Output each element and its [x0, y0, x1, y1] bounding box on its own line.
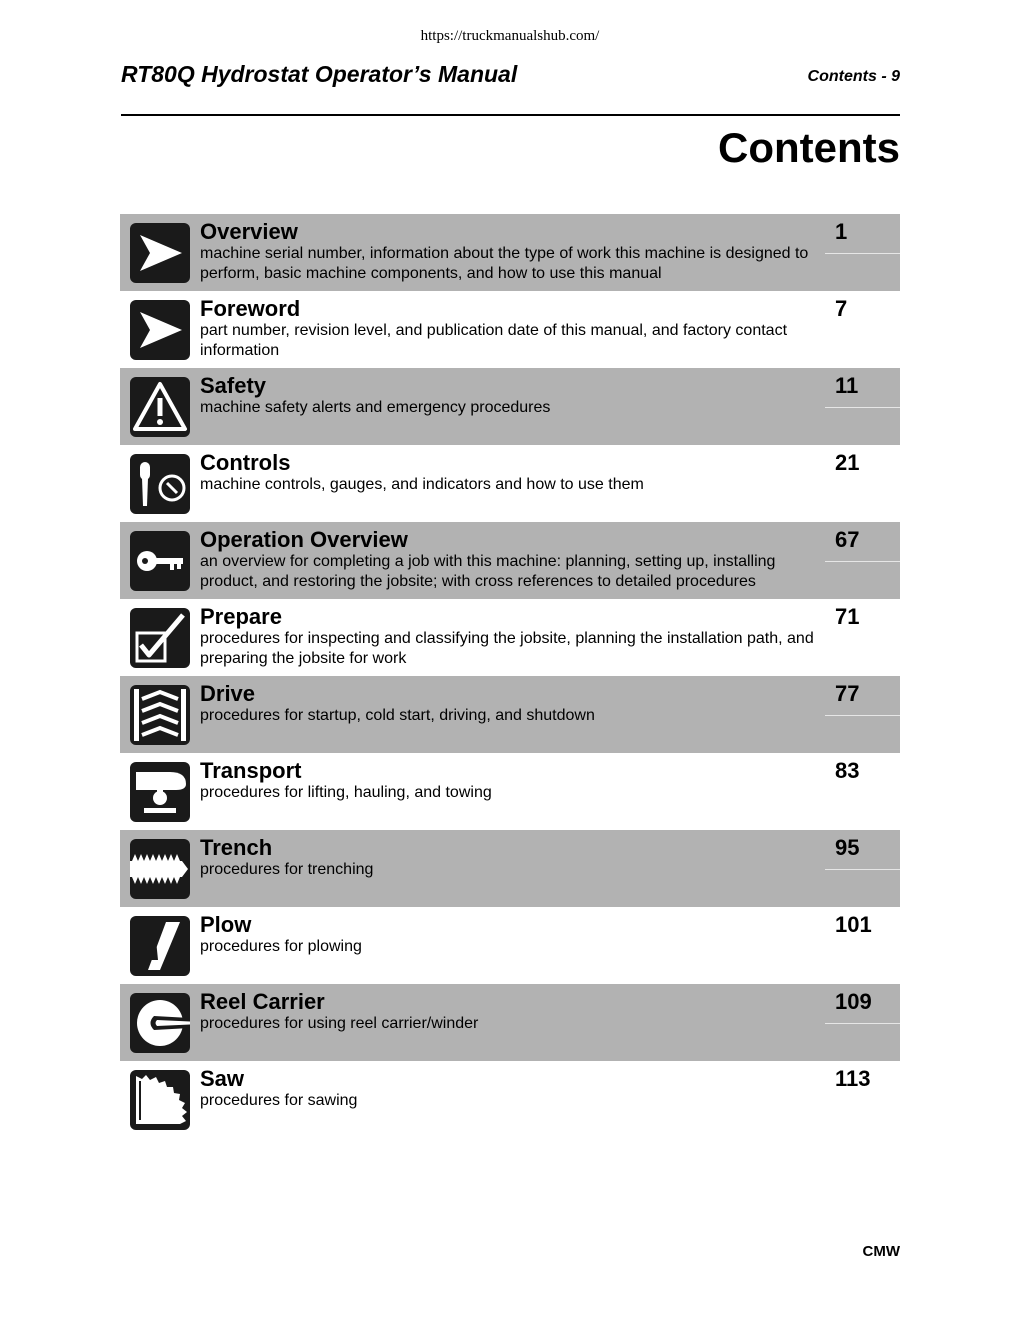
toc-row-plow[interactable] — [120, 907, 900, 984]
play-arrow-icon — [130, 300, 190, 360]
toc-row-transport[interactable] — [120, 753, 900, 830]
toc-description: machine serial number, information about the type of work this machine is designed to perform, basic machine components, and how to use this manual — [200, 245, 809, 282]
source-url[interactable]: https://truckmanualshub.com/ — [420, 28, 600, 44]
toc-description: an overview for completing a job with this machine: planning, setting up, installing product, and restoring the jobsite; with cross references to detailed procedures — [200, 553, 776, 590]
toc-description: procedures for lifting, hauling, and towing — [200, 784, 492, 801]
toc-description: machine safety alerts and emergency procedures — [200, 399, 551, 416]
toc-title: Plow — [200, 912, 252, 937]
toc-title: Overview — [200, 219, 298, 244]
toc-page-number: 113 — [835, 1066, 871, 1091]
reel-icon — [130, 993, 190, 1053]
row-separator — [825, 715, 900, 716]
toc-row-reel-carrier[interactable] — [120, 984, 900, 1061]
toc-description: procedures for using reel carrier/winder — [200, 1015, 479, 1032]
toc-description: procedures for inspecting and classifying the jobsite, planning the installation path, and preparing the jobsite for work — [200, 630, 814, 667]
warning-triangle-icon — [130, 377, 190, 437]
lever-gauge-icon — [130, 454, 190, 514]
toc-row-safety[interactable] — [120, 368, 900, 445]
toc-row-overview[interactable] — [120, 214, 900, 291]
toc-row-foreword[interactable] — [120, 291, 900, 368]
toc-page-number: 77 — [835, 681, 860, 706]
toc-description: part number, revision level, and publication date of this manual, and factory contact information — [200, 322, 788, 359]
toc-row-controls[interactable] — [120, 445, 900, 522]
toc-title: Trench — [200, 835, 273, 860]
checkbox-icon — [130, 608, 190, 668]
toc-description: procedures for plowing — [200, 938, 362, 955]
toc-page-number: 109 — [835, 989, 872, 1014]
toc-row-saw[interactable] — [120, 1061, 900, 1138]
page-reference: Contents - 9 — [807, 68, 900, 85]
table-of-contents — [120, 214, 900, 1138]
toc-description: procedures for startup, cold start, driving, and shutdown — [200, 707, 595, 724]
toc-page-number: 95 — [835, 835, 860, 860]
toc-page-number: 21 — [835, 450, 860, 475]
toc-page-number: 71 — [835, 604, 860, 629]
key-icon — [130, 531, 190, 591]
toc-description: machine controls, gauges, and indicators and how to use them — [200, 476, 644, 493]
toc-row-trench[interactable] — [120, 830, 900, 907]
toc-row-drive[interactable] — [120, 676, 900, 753]
toc-title: Operation Overview — [200, 527, 408, 552]
toc-description: procedures for trenching — [200, 861, 374, 878]
toc-page-number: 67 — [835, 527, 860, 552]
toc-title: Controls — [200, 450, 291, 475]
row-separator — [825, 407, 900, 408]
tire-tread-icon — [130, 685, 190, 745]
trencher-chain-icon — [130, 839, 190, 899]
toc-page-number: 83 — [835, 758, 860, 783]
row-separator — [825, 253, 900, 254]
toc-title: Saw — [200, 1066, 245, 1091]
page-title: Contents — [718, 124, 900, 171]
row-separator — [825, 869, 900, 870]
toc-page-number: 1 — [835, 219, 848, 244]
toc-description: procedures for sawing — [200, 1092, 358, 1109]
saw-blade-icon — [130, 1070, 190, 1130]
footer-code: CMW — [862, 1243, 900, 1260]
toc-row-operation-overview[interactable] — [120, 522, 900, 599]
row-separator — [825, 561, 900, 562]
header-rule — [121, 114, 900, 116]
toc-title: Prepare — [200, 604, 282, 629]
toc-title: Drive — [200, 681, 256, 706]
hitch-icon — [130, 762, 190, 822]
toc-title: Safety — [200, 373, 267, 398]
plow-blade-icon — [130, 916, 190, 976]
toc-page-number: 11 — [835, 373, 859, 398]
play-arrow-icon — [130, 223, 190, 283]
toc-title: Transport — [200, 758, 302, 783]
toc-page-number: 101 — [835, 912, 872, 937]
manual-title: RT80Q Hydrostat Operator’s Manual — [121, 61, 518, 87]
toc-page-number: 7 — [835, 296, 848, 321]
row-separator — [825, 1023, 900, 1024]
toc-row-prepare[interactable] — [120, 599, 900, 676]
toc-title: Reel Carrier — [200, 989, 325, 1014]
toc-title: Foreword — [200, 296, 301, 321]
